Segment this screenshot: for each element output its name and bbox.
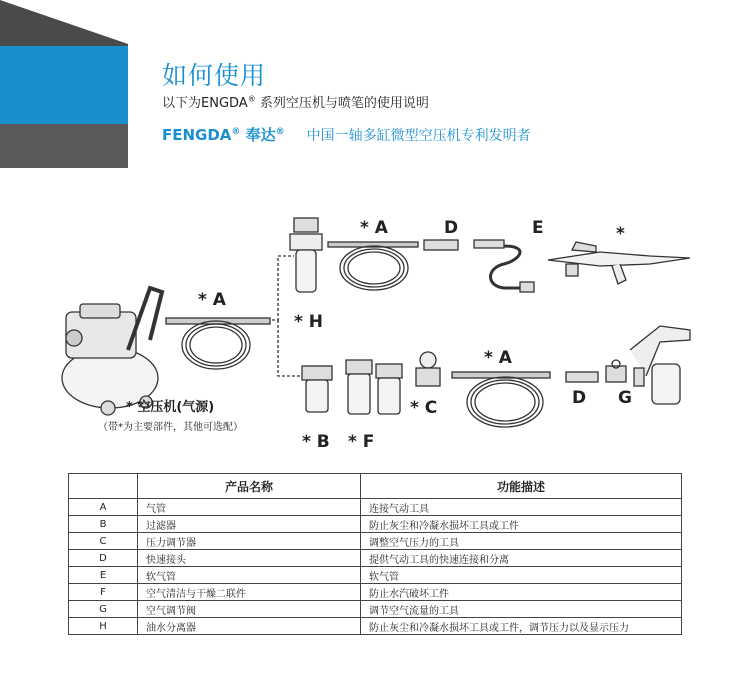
row-code: E [69, 567, 138, 584]
regulator-c [416, 352, 440, 386]
hose-a-top [328, 242, 418, 290]
brand-registered-mark-1: ® [231, 127, 241, 137]
subtitle-text-1: 以下为ENGDA [162, 96, 248, 111]
table-row [69, 516, 682, 533]
table-row [69, 567, 682, 584]
row-name: 气管 [138, 499, 361, 516]
brand-registered-mark-2: ® [275, 127, 285, 137]
page-subtitle [162, 92, 429, 111]
compressor-label: * 空压机(气源) [126, 400, 215, 415]
row-code: D [69, 550, 138, 567]
row-desc: 防止灰尘和冷凝水损坏工具或工件，调节压力以及显示压力 [361, 618, 682, 635]
hose-a-left [166, 318, 270, 369]
row-code: B [69, 516, 138, 533]
brand-english: FENGDA [162, 126, 232, 144]
separator-h [290, 218, 322, 292]
label-h: * H [294, 312, 324, 332]
table-row [69, 601, 682, 618]
spray-gun [630, 326, 690, 404]
label-a-right: * A [484, 348, 512, 368]
hose-a-right [452, 372, 550, 427]
row-desc: 防止灰尘和冷凝水损坏工具或工件 [361, 516, 682, 533]
corner-decoration [0, 0, 140, 170]
table-row [69, 584, 682, 601]
row-name: 油水分离器 [138, 618, 361, 635]
brand-chinese: 奉达 [240, 126, 276, 144]
connection-diagram [0, 200, 750, 465]
row-name: 软气管 [138, 567, 361, 584]
row-name: 空气调节阀 [138, 601, 361, 618]
row-name: 快速接头 [138, 550, 361, 567]
dark-stripe-bottom [0, 124, 128, 168]
parts-table [68, 473, 682, 635]
label-d-right: D [572, 388, 587, 408]
soft-hose-e [474, 240, 534, 292]
row-code: H [69, 618, 138, 635]
label-a-top: * A [360, 218, 388, 238]
table-row [69, 618, 682, 635]
row-desc: 调整空气压力的工具 [361, 533, 682, 550]
row-desc: 提供气动工具的快速连接和分离 [361, 550, 682, 567]
header-code [69, 474, 138, 499]
label-star-airbrush: * [616, 224, 625, 244]
table-row [69, 550, 682, 567]
row-desc: 调节空气流量的工具 [361, 601, 682, 618]
row-name: 空气清洁与干燥二联件 [138, 584, 361, 601]
subtitle-text-2: 系列空压机与喷笔的使用说明 [255, 96, 429, 111]
label-b: * B [302, 432, 330, 452]
row-code: C [69, 533, 138, 550]
air-valve-g [606, 360, 626, 382]
coupler-d-right [566, 372, 598, 382]
airbrush [548, 242, 690, 284]
row-code: A [69, 499, 138, 516]
row-code: F [69, 584, 138, 601]
row-name: 压力调节器 [138, 533, 361, 550]
row-code: G [69, 601, 138, 618]
header-name: 产品名称 [138, 474, 361, 499]
subtitle-registered-mark: ® [247, 94, 256, 104]
row-name: 过滤器 [138, 516, 361, 533]
label-g: G [618, 388, 632, 408]
brand-tagline: 中国一轴多缸微型空压机专利发明者 [306, 128, 531, 144]
label-c: * C [410, 398, 438, 418]
label-e: E [532, 218, 544, 238]
label-d-top: D [444, 218, 459, 238]
row-desc: 连接气动工具 [361, 499, 682, 516]
label-f: * F [348, 432, 375, 452]
table-header-row [69, 474, 682, 499]
page-title: 如何使用 [162, 61, 267, 90]
filter-regulator-f [346, 360, 402, 414]
brand-line [162, 124, 531, 145]
coupler-d-top [424, 240, 458, 250]
table-row [69, 533, 682, 550]
blue-band-main [0, 46, 128, 124]
label-a-left: * A [198, 290, 226, 310]
header-desc: 功能描述 [361, 474, 682, 499]
row-desc: 软气管 [361, 567, 682, 584]
table-row [69, 499, 682, 516]
compressor-note: （带*为主要部件，其他可选配） [98, 422, 243, 433]
filter-b [302, 366, 332, 412]
row-desc: 防止水汽破坏工件 [361, 584, 682, 601]
